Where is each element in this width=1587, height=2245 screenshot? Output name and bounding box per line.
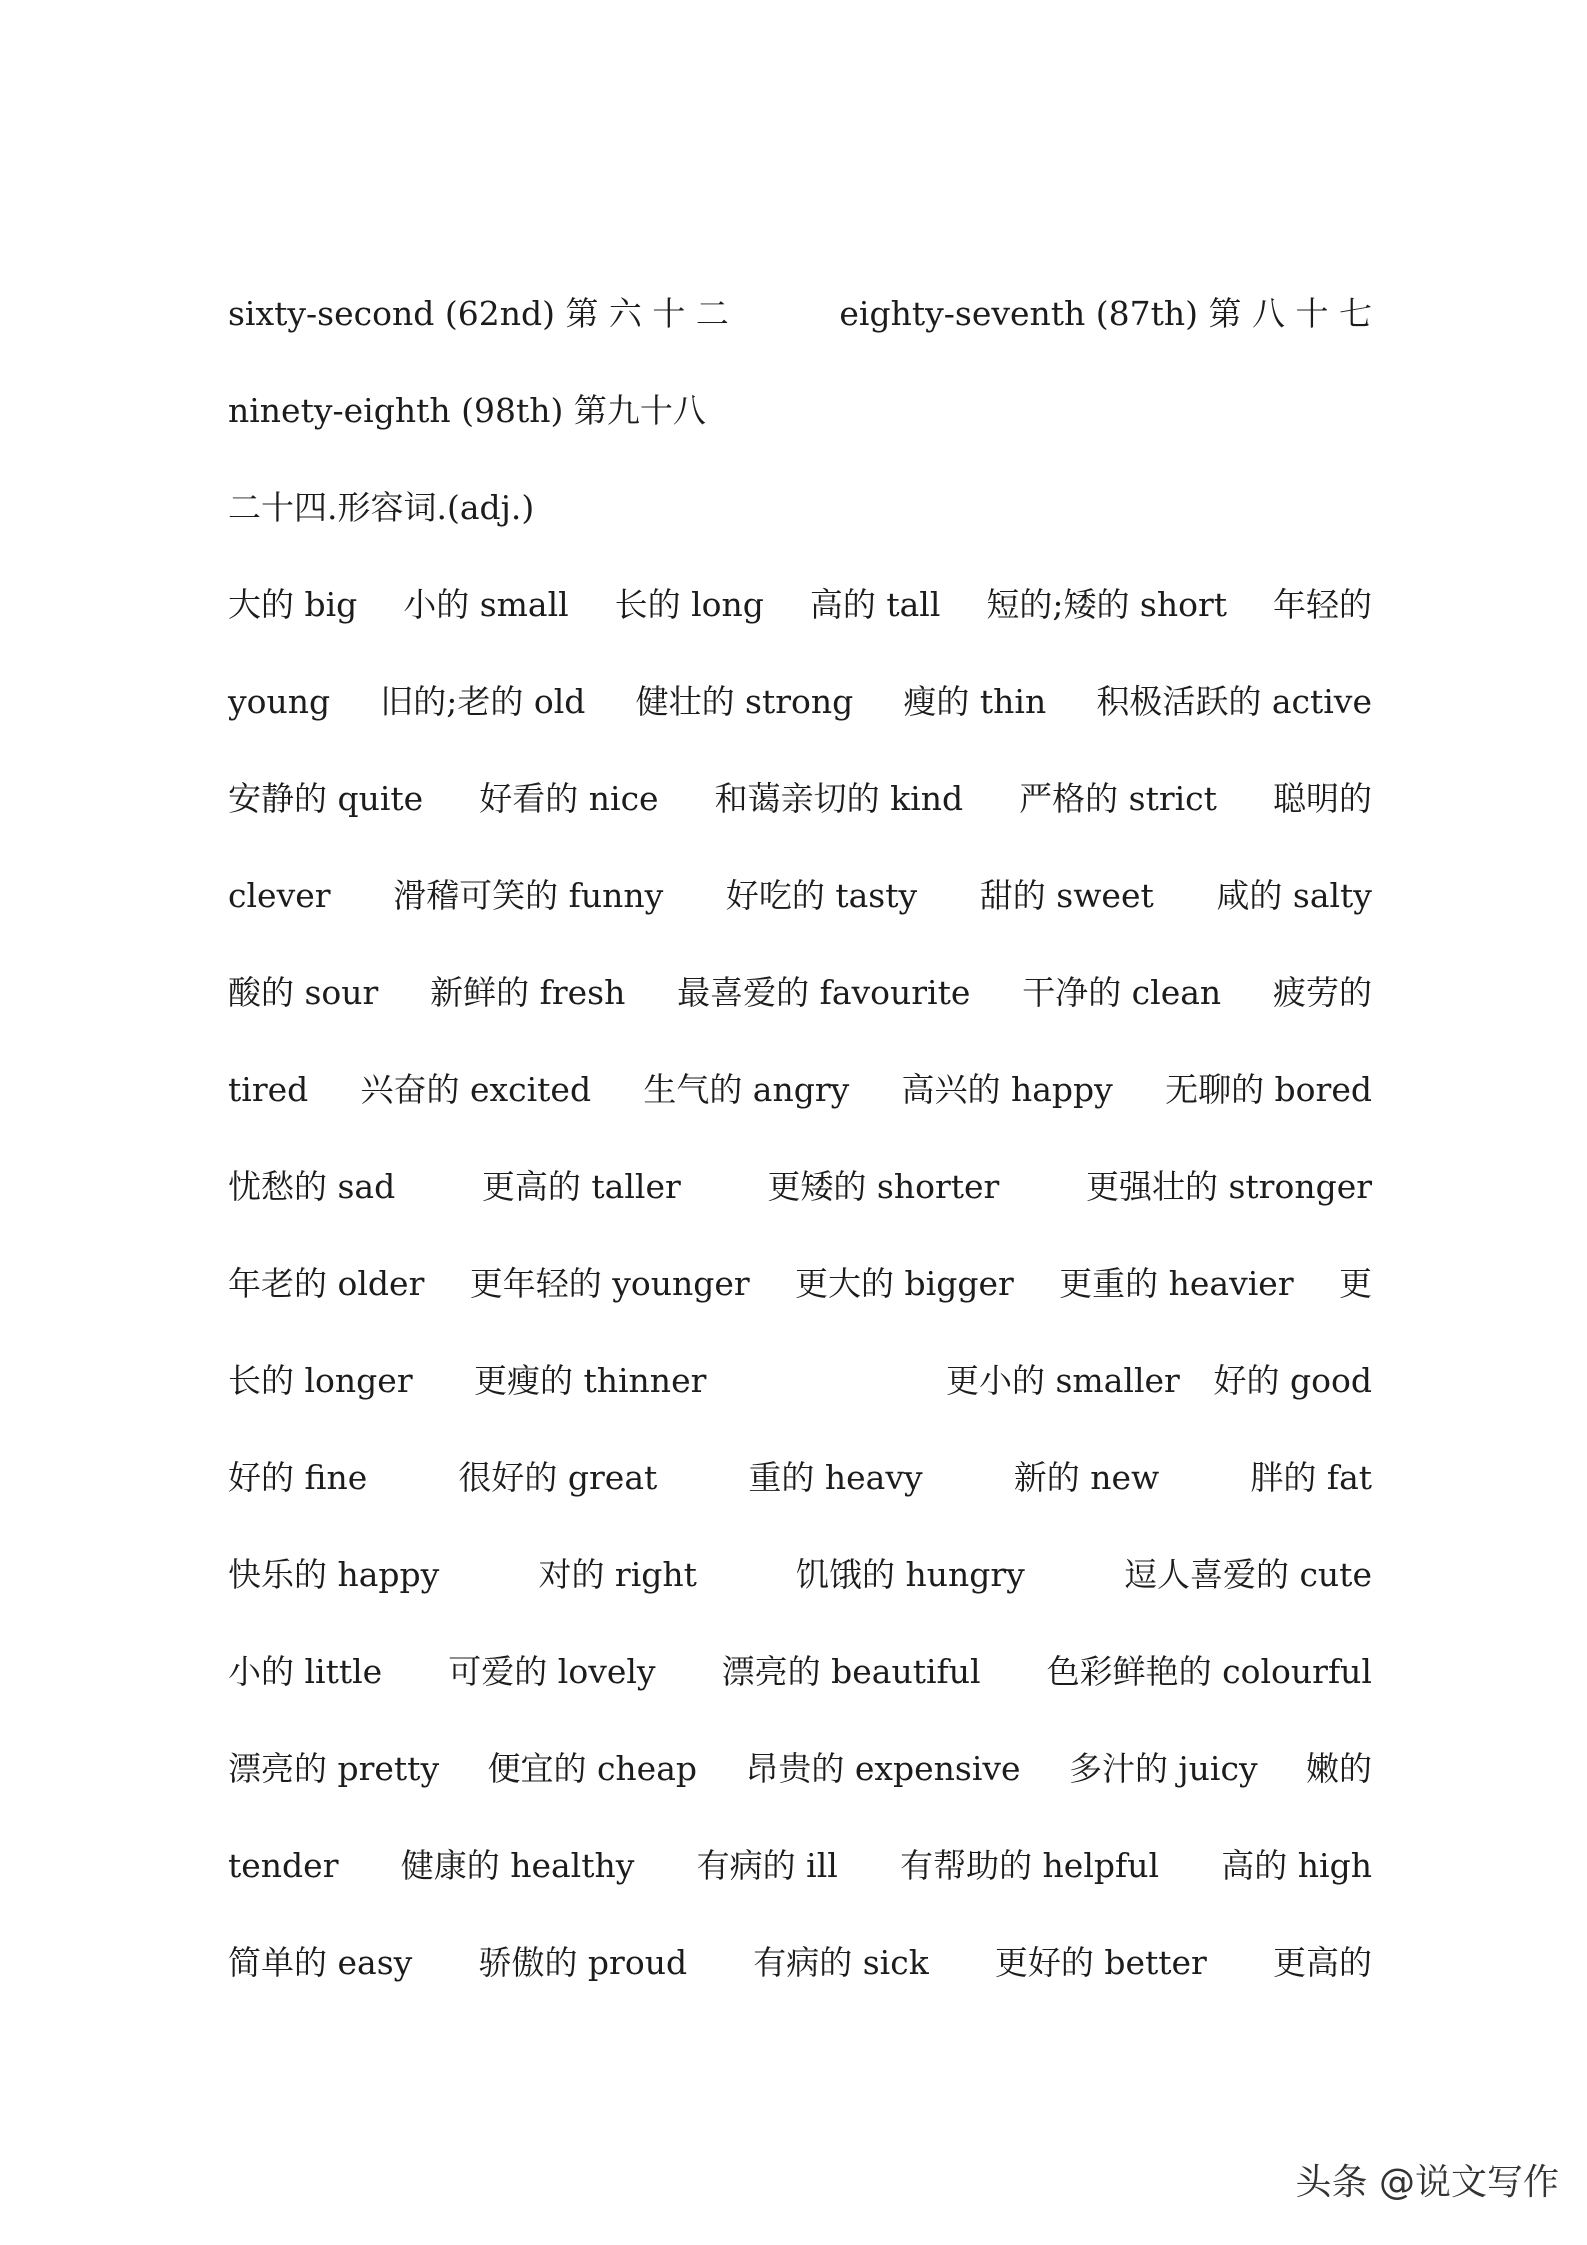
text-item: 年轻的: [1272, 585, 1372, 624]
text-item: 高兴的 happy: [901, 1070, 1113, 1109]
text-item: 甜的 sweet: [979, 876, 1154, 915]
text-line: [228, 1351, 1372, 1411]
text-item: eighty-seventh (87th) 第 八 十 七: [839, 294, 1372, 333]
text-item: 疲劳的: [1272, 973, 1372, 1012]
text-item: 更强壮的 stronger: [1085, 1167, 1372, 1206]
text-item: 漂亮的 pretty: [228, 1749, 440, 1788]
section-heading: [228, 478, 1372, 538]
text-item: 小的 little: [228, 1652, 383, 1691]
text-item: 酸的 sour: [228, 973, 379, 1012]
text-line: [228, 575, 1372, 635]
text-item: 健康的 healthy: [400, 1846, 635, 1885]
text-item: 长的 long: [614, 585, 764, 624]
text-item: 瘦的 thin: [903, 682, 1047, 721]
text-item: 兴奋的 excited: [360, 1070, 592, 1109]
text-item: 健壮的 strong: [635, 682, 854, 721]
text-item: 年老的 older: [228, 1264, 425, 1303]
text-item: clever: [228, 876, 331, 915]
text-item: 重的 heavy: [748, 1458, 923, 1497]
text-item: 色彩鲜艳的 colourful: [1046, 1652, 1372, 1691]
text-item: 更年轻的 younger: [469, 1264, 750, 1303]
text-item: 好的 good: [1213, 1361, 1372, 1400]
text-item: 有帮助的 helpful: [900, 1846, 1160, 1885]
text-item: 好的 fine: [228, 1458, 368, 1497]
text-item: 高的 tall: [809, 585, 941, 624]
text-item: young: [228, 682, 331, 721]
text-item: 积极活跃的 active: [1096, 682, 1372, 721]
text-line: [228, 1739, 1372, 1799]
text-item: 更矮的 shorter: [767, 1167, 1000, 1206]
text-line: [228, 1448, 1372, 1508]
text-line: [228, 1933, 1372, 1993]
text-line: [228, 769, 1372, 829]
text-line: [228, 284, 1372, 344]
text-item: 生气的 angry: [643, 1070, 850, 1109]
text-item: 大的 big: [228, 585, 358, 624]
text-item: 快乐的 happy: [228, 1555, 440, 1594]
text-item: 更好的 better: [994, 1943, 1207, 1982]
text-item: ninety-eighth (98th) 第九十八: [228, 391, 706, 430]
text-line: [228, 1642, 1372, 1702]
text-item: 可爱的 lovely: [448, 1652, 656, 1691]
text-line: [228, 1545, 1372, 1605]
text-item: 长的 longer: [228, 1361, 413, 1400]
text-item: 新鲜的 fresh: [430, 973, 626, 1012]
text-item: 昂贵的 expensive: [745, 1749, 1021, 1788]
text-item: 小的 small: [403, 585, 569, 624]
text-line: [228, 672, 1372, 732]
text-line: [228, 1836, 1372, 1896]
heading-text: 二十四.形容词.(adj.): [228, 488, 535, 527]
text-item: 最喜爱的 favourite: [677, 973, 971, 1012]
text-item: 新的 new: [1013, 1458, 1160, 1497]
text-item: 咸的 salty: [1216, 876, 1372, 915]
text-item: 有病的 ill: [696, 1846, 838, 1885]
text-item: sixty-second (62nd) 第 六 十 二: [228, 294, 729, 333]
text-item: tired: [228, 1070, 309, 1109]
text-item: 逗人喜爱的 cute: [1123, 1555, 1372, 1594]
text-item: 更大的 bigger: [795, 1264, 1014, 1303]
text-item: 好看的 nice: [479, 779, 659, 818]
text-line: [228, 381, 1372, 441]
text-line: [228, 1157, 1372, 1217]
text-item: 多汁的 juicy: [1068, 1749, 1258, 1788]
text-item: tender: [228, 1846, 339, 1885]
text-item: 旧的;老的 old: [380, 682, 586, 721]
text-item: 简单的 easy: [228, 1943, 413, 1982]
text-item: 便宜的 cheap: [487, 1749, 698, 1788]
text-item: 有病的 sick: [753, 1943, 929, 1982]
text-item: 和蔼亲切的 kind: [714, 779, 964, 818]
text-item: 聪明的: [1272, 779, 1372, 818]
text-item: 更高的 taller: [481, 1167, 681, 1206]
watermark: 头条 @说文写作: [1295, 2162, 1559, 2203]
text-item: 更小的 smaller: [946, 1361, 1180, 1400]
text-item: 骄傲的 proud: [478, 1943, 688, 1982]
text-line: [228, 1060, 1372, 1120]
text-item: 短的;矮的 short: [986, 585, 1228, 624]
text-item: 更: [1338, 1264, 1372, 1303]
text-item: 高的 high: [1221, 1846, 1372, 1885]
text-item: 很好的 great: [458, 1458, 658, 1497]
text-item: 更高的: [1273, 1943, 1372, 1982]
text-item: 无聊的 bored: [1165, 1070, 1372, 1109]
text-line: [228, 866, 1372, 926]
text-item: 更重的 heavier: [1059, 1264, 1294, 1303]
text-item: 滑稽可笑的 funny: [393, 876, 664, 915]
text-item: 胖的 fat: [1250, 1458, 1372, 1497]
text-item: 漂亮的 beautiful: [721, 1652, 981, 1691]
text-item: 忧愁的 sad: [228, 1167, 396, 1206]
text-item: 好吃的 tasty: [725, 876, 918, 915]
text-item: 更瘦的 thinner: [474, 1361, 707, 1400]
text-item: 安静的 quite: [228, 779, 424, 818]
text-item: 嫩的: [1305, 1749, 1372, 1788]
text-item: 对的 right: [538, 1555, 697, 1594]
text-item: 干净的 clean: [1022, 973, 1222, 1012]
text-item: 饥饿的 hungry: [796, 1555, 1025, 1594]
text-line: [228, 1254, 1372, 1314]
text-line: [228, 963, 1372, 1023]
text-item: 严格的 strict: [1019, 779, 1217, 818]
